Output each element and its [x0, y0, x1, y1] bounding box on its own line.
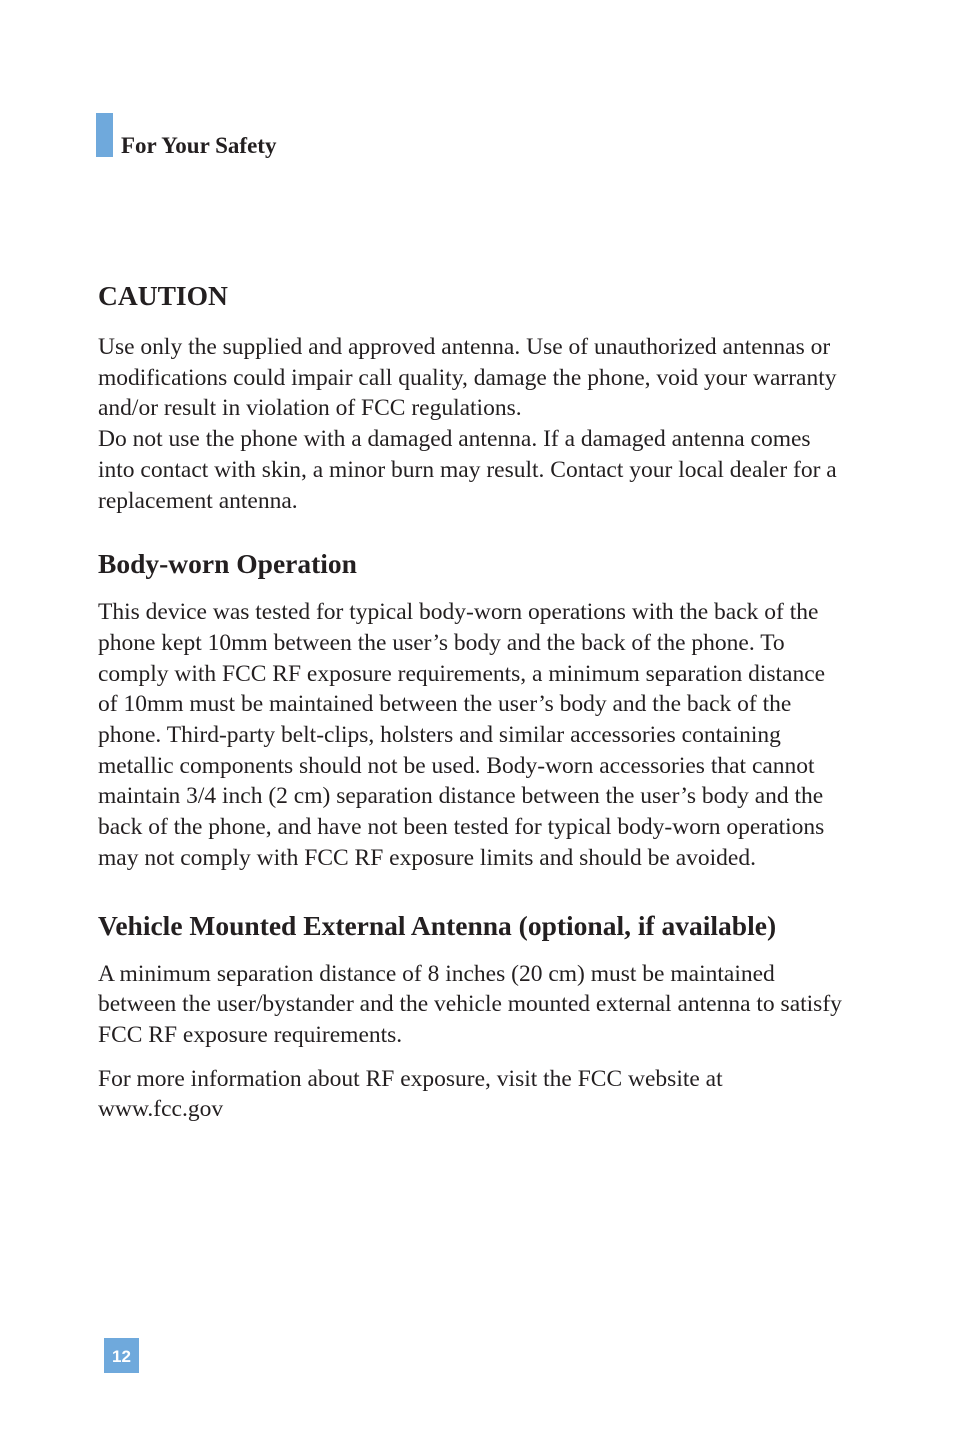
caution-section [98, 278, 848, 516]
caution-heading: CAUTION [98, 280, 228, 311]
header-accent-bar [96, 113, 113, 157]
page-number-badge: 12 [104, 1338, 139, 1373]
body-worn-heading: Body-worn Operation [98, 548, 357, 580]
vehicle-antenna-heading: Vehicle Mounted External Antenna (optional, if available) [98, 909, 777, 941]
caution-paragraph-2: Do not use the phone with a damaged antenna. If a damaged antenna comes into contact with skin, a minor burn may result. Contact your local dealer for a replacement antenna. [98, 426, 837, 514]
body-worn-paragraph: This device was tested for typical body-worn operations with the back of the phone kept 10mm between the user’s body and the back of the phone. To comply with FCC RF exposure requirements, a minimum separation distance of 10mm must be maintained between the user’s body and the back of the phone. Third-party belt-clips, holsters and similar accessories containing metallic components should not be used. Body-worn accessories that cannot maintain 3/4 inch (2 cm) separation distance between the user’s body and the back of the phone, and have not been tested for typical body-worn operations may not comply with FCC RF exposure limits and should be avoided. [98, 599, 826, 871]
caution-paragraph-1: Use only the supplied and approved antenna. Use of unauthorized antennas or modifications could impair call quality, damage the phone, void your warranty and/or result in violation of FCC regulations. [98, 334, 837, 422]
header-title: For Your Safety [121, 133, 277, 158]
main-content [98, 278, 848, 1125]
body-worn-section [98, 546, 848, 873]
fcc-more-info-paragraph: For more information about RF exposure, visit the FCC website at www.fcc.gov [98, 1065, 723, 1123]
vehicle-antenna-section [98, 908, 848, 1126]
vehicle-antenna-paragraph: A minimum separation distance of 8 inches (20 cm) must be maintained between the user/bystander and the vehicle mounted external antenna to satisfy FCC RF exposure requirements. [98, 960, 842, 1048]
